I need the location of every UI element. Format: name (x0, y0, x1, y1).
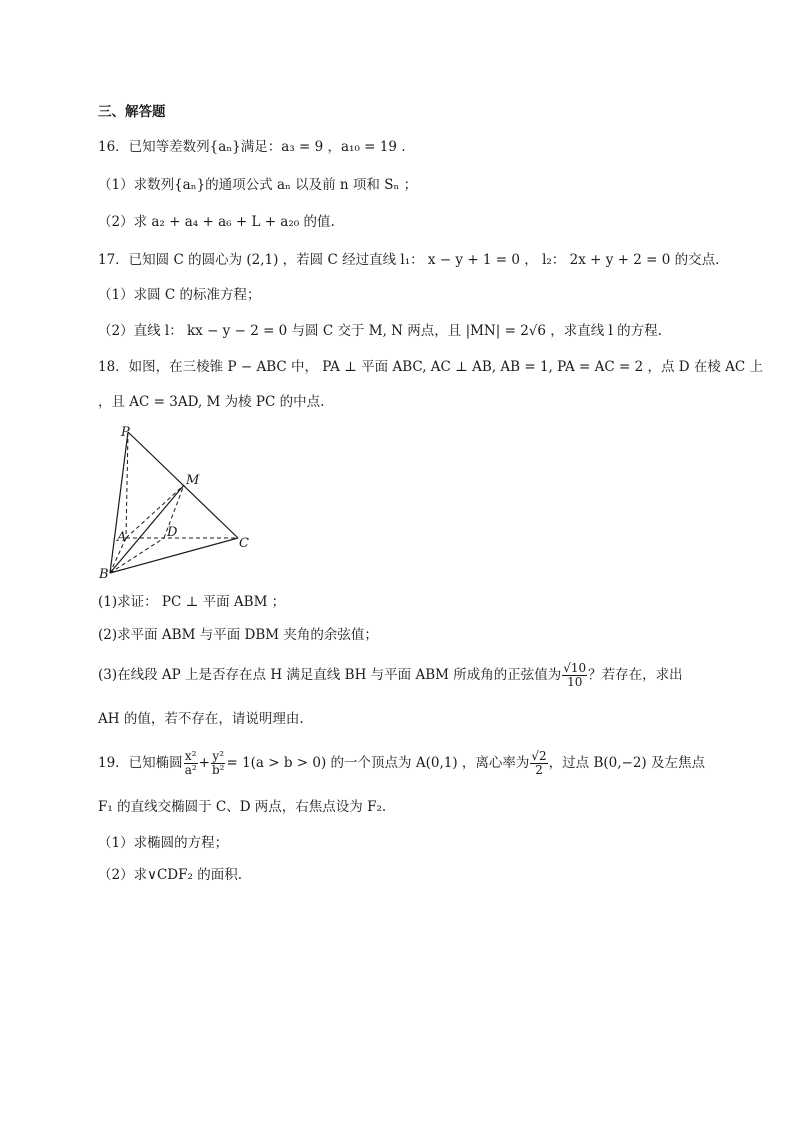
edge-BC (110, 538, 238, 573)
eccentricity-numerator: √2 (531, 749, 547, 763)
q19-stem-line2: F₁ 的直线交椭圆于 C、D 两点，右焦点设为 F₂. (98, 799, 387, 815)
q18-part1: (1)求证： PC ⊥ 平面 ABM ； (98, 594, 286, 610)
q16-part1: （1）求数列{aₙ}的通项公式 aₙ 以及前 n 项和 Sₙ ； (98, 177, 418, 193)
q16-part2: （2）求 a₂ + a₄ + a₆ + L + a₂₀ 的值. (98, 214, 335, 230)
q17-part1: （1）求圆 C 的标准方程； (98, 287, 261, 303)
label-D: D (167, 525, 178, 540)
sine-fraction (562, 662, 587, 689)
ellipse-y-term (211, 750, 226, 777)
eccentricity-fraction (530, 750, 547, 777)
q18-stem-line2: ，且 AC = 3AD, M 为棱 PC 的中点. (98, 394, 325, 410)
ellipse-x-denominator: a² (184, 763, 197, 777)
q19-part2: （2）求∨CDF₂ 的面积. (98, 867, 242, 883)
ellipse-y-numerator: y² (212, 749, 225, 763)
ellipse-x-term (184, 750, 198, 777)
q18-part3-text: (3)在线段 AP 上是否存在点 H 满足直线 BH 与平面 ABM 所成角的正弦值为 (98, 667, 562, 683)
ellipse-x-numerator: x² (184, 749, 197, 763)
q19-stem (98, 747, 705, 779)
section-title: 三、解答题 (98, 104, 166, 120)
eccentricity-denominator: 2 (535, 763, 543, 777)
edge-PB (110, 432, 128, 573)
ellipse-y-denominator: b² (211, 763, 225, 777)
q18-part3-tail: ？若存在，求出 (588, 667, 683, 683)
q18-part3 (98, 660, 683, 690)
q18-stem-line1: 18．如图，在三棱锥 P − ABC 中， PA ⊥ 平面 ABC, AC ⊥ AB, AB = 1, PA = AC = 2 ，点 D 在棱 AC 上 (98, 359, 764, 375)
tetrahedron-figure (96, 420, 256, 580)
q19-stem-c: ，过点 B(0,−2) 及左焦点 (548, 755, 705, 771)
q19-stem-b: = 1(a > b > 0) 的一个顶点为 A(0,1) ，离心率为 (226, 755, 530, 771)
q16-stem: 16．已知等差数列{aₙ}满足：a₃ = 9 ，a₁₀ = 19 . (98, 139, 406, 155)
q18-part3-line2: AH 的值，若不存在，请说明理由. (98, 711, 304, 727)
label-P: P (121, 425, 130, 440)
label-B: B (99, 567, 109, 580)
edge-PC (128, 432, 238, 538)
sine-fraction-denominator: 10 (567, 675, 583, 689)
q19-plus: + (198, 755, 210, 771)
q17-part2: （2）直线 l： kx − y − 2 = 0 与圆 C 交于 M, N 两点，且 |MN| = 2√6 ，求直线 l 的方程. (98, 323, 662, 339)
label-A: A (117, 530, 127, 545)
q18-part2: (2)求平面 ABM 与平面 DBM 夹角的余弦值； (98, 627, 378, 643)
sine-fraction-numerator: √10 (563, 661, 587, 675)
label-C: C (239, 536, 249, 551)
q19-stem-a: 19．已知椭圆 (98, 755, 183, 771)
q17-stem: 17．已知圆 C 的圆心为 (2,1) ，若圆 C 经过直线 l₁： x − y + 1 = 0 ， l₂： 2x + y + 2 = 0 的交点. (98, 252, 720, 268)
label-M: M (186, 473, 200, 488)
q19-part1: （1）求椭圆的方程； (98, 835, 229, 851)
